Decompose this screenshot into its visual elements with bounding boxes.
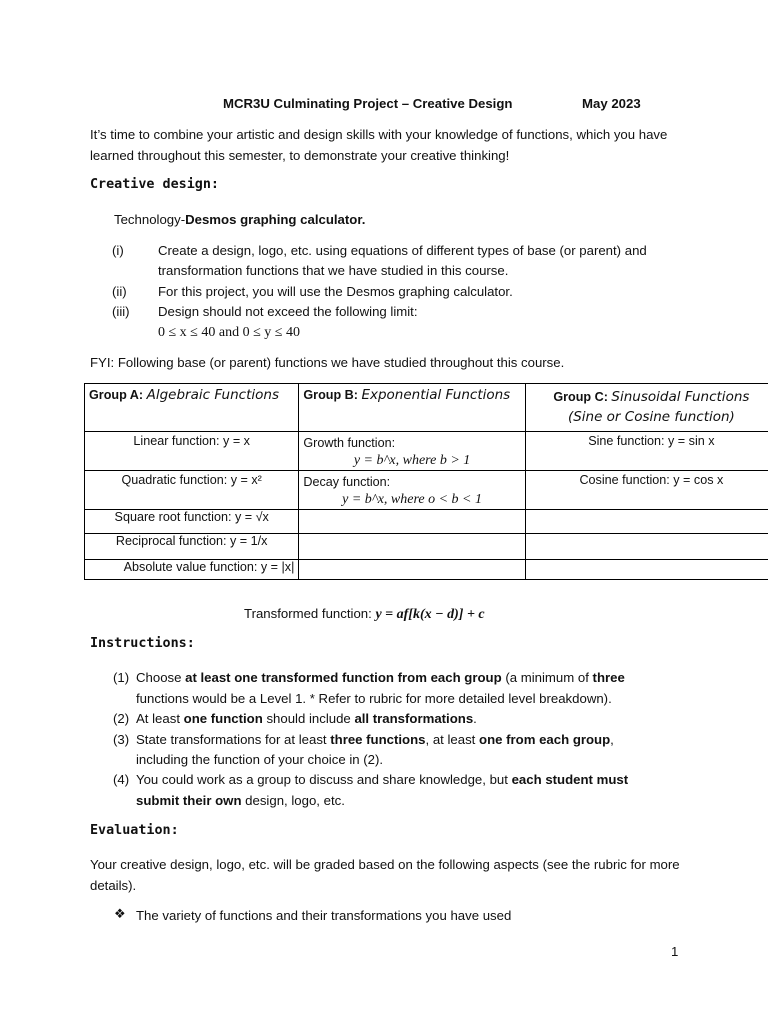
instruction-2-line1: At least one function should include all transformations. xyxy=(136,711,477,726)
evaluation-paragraph: Your creative design, logo, etc. will be graded based on the following aspects (see the rubric for more details). xyxy=(90,857,680,893)
cell-quadratic: Quadratic function: y = x² xyxy=(85,471,299,510)
table-row xyxy=(85,510,768,534)
table-row xyxy=(85,560,768,580)
cell-empty xyxy=(525,560,768,580)
group-a-header xyxy=(85,384,299,432)
cell-sine: Sine function: y = sin x xyxy=(525,432,768,471)
technology-line xyxy=(114,209,365,230)
evaluation-bullet-text: The variety of functions and their transformations you have used xyxy=(136,908,512,923)
creative-item-3-num: (iii) xyxy=(112,304,130,319)
diamond-bullet-icon: ❖ xyxy=(114,906,126,921)
group-b-name: Exponential Functions xyxy=(361,387,511,403)
instruction-4-line2: submit their own design, logo, etc. xyxy=(136,793,345,808)
table-row xyxy=(85,534,768,560)
cell-empty xyxy=(525,534,768,560)
creative-item-2-num: (ii) xyxy=(112,284,127,299)
technology-prefix: Technology- xyxy=(114,212,186,227)
group-c-prefix: Group C: xyxy=(553,390,612,404)
instruction-3-line1: State transformations for at least three functions, at least one from each group, xyxy=(136,732,614,747)
page-number: 1 xyxy=(671,944,679,959)
technology-value: Desmos graphing calculator. xyxy=(185,212,366,227)
group-a-name: Algebraic Functions xyxy=(146,387,279,403)
creative-design-heading: Creative design: xyxy=(90,177,219,192)
cell-absolute-value: Absolute value function: y = |x| xyxy=(85,560,299,580)
creative-item-1-num: (i) xyxy=(112,243,124,258)
document-date: May 2023 xyxy=(582,96,641,111)
creative-item-1-line1: Create a design, logo, etc. using equations of different types of base (or parent) and xyxy=(158,243,647,258)
creative-item-3-line1: Design should not exceed the following limit: xyxy=(158,304,418,319)
instruction-3-num: (3) xyxy=(113,732,130,747)
group-b-header xyxy=(299,384,525,432)
cell-empty xyxy=(299,534,525,560)
instruction-4-num: (4) xyxy=(113,772,130,787)
group-a-prefix: Group A: xyxy=(89,388,147,402)
instructions-heading: Instructions: xyxy=(90,636,195,651)
document-title: MCR3U Culminating Project – Creative Design xyxy=(223,96,513,111)
decay-formula: y = b^x, where o < b < 1 xyxy=(342,492,482,507)
transformed-function-line xyxy=(244,603,485,625)
growth-label: Growth function: xyxy=(303,436,396,450)
group-c-header xyxy=(525,384,768,432)
cell-empty xyxy=(299,560,525,580)
table-row xyxy=(85,432,768,471)
cell-square-root: Square root function: y = √x xyxy=(85,510,299,534)
cell-reciprocal: Reciprocal function: y = 1/x xyxy=(85,534,299,560)
transformed-label: Transformed function: xyxy=(244,606,376,621)
intro-paragraph: It’s time to combine your artistic and design skills with your knowledge of functions, which you have learned throughout this semester, to demonstrate your creative thinking! xyxy=(90,127,668,163)
group-c-name: Sinusoidal Functions xyxy=(611,389,750,405)
cell-growth xyxy=(299,432,525,471)
evaluation-heading: Evaluation: xyxy=(90,823,179,838)
cell-cosine: Cosine function: y = cos x xyxy=(525,471,768,510)
instruction-3-line2: including the function of your choice in (2). xyxy=(136,752,384,767)
instruction-2-num: (2) xyxy=(113,711,130,726)
cell-empty xyxy=(525,510,768,534)
group-b-prefix: Group B: xyxy=(303,388,362,402)
growth-formula: y = b^x, where b > 1 xyxy=(353,453,471,468)
instruction-1-line1: Choose at least one transformed function from each group (a minimum of three xyxy=(136,670,625,685)
instruction-1-line2: functions would be a Level 1. * Refer to rubric for more detailed level breakdown). xyxy=(136,691,612,706)
table-row xyxy=(85,471,768,510)
group-c-subtitle: (Sine or Cosine function) xyxy=(567,409,735,425)
functions-table xyxy=(84,383,768,580)
creative-item-2-line1: For this project, you will use the Desmos graphing calculator. xyxy=(158,284,513,299)
decay-label: Decay function: xyxy=(303,475,391,489)
cell-decay xyxy=(299,471,525,510)
transformed-formula: y = af[k(x − d)] + c xyxy=(375,607,485,622)
creative-item-1-line2: transformation functions that we have studied in this course. xyxy=(158,263,509,278)
table-header-row xyxy=(85,384,768,432)
instruction-4-line1: You could work as a group to discuss and share knowledge, but each student must xyxy=(136,772,629,787)
fyi-line: FYI: Following base (or parent) functions we have studied throughout this course. xyxy=(90,355,565,370)
cell-empty xyxy=(299,510,525,534)
cell-linear: Linear function: y = x xyxy=(85,432,299,471)
creative-item-3-limit: 0 ≤ x ≤ 40 and 0 ≤ y ≤ 40 xyxy=(158,325,300,340)
instruction-1-num: (1) xyxy=(113,670,130,685)
